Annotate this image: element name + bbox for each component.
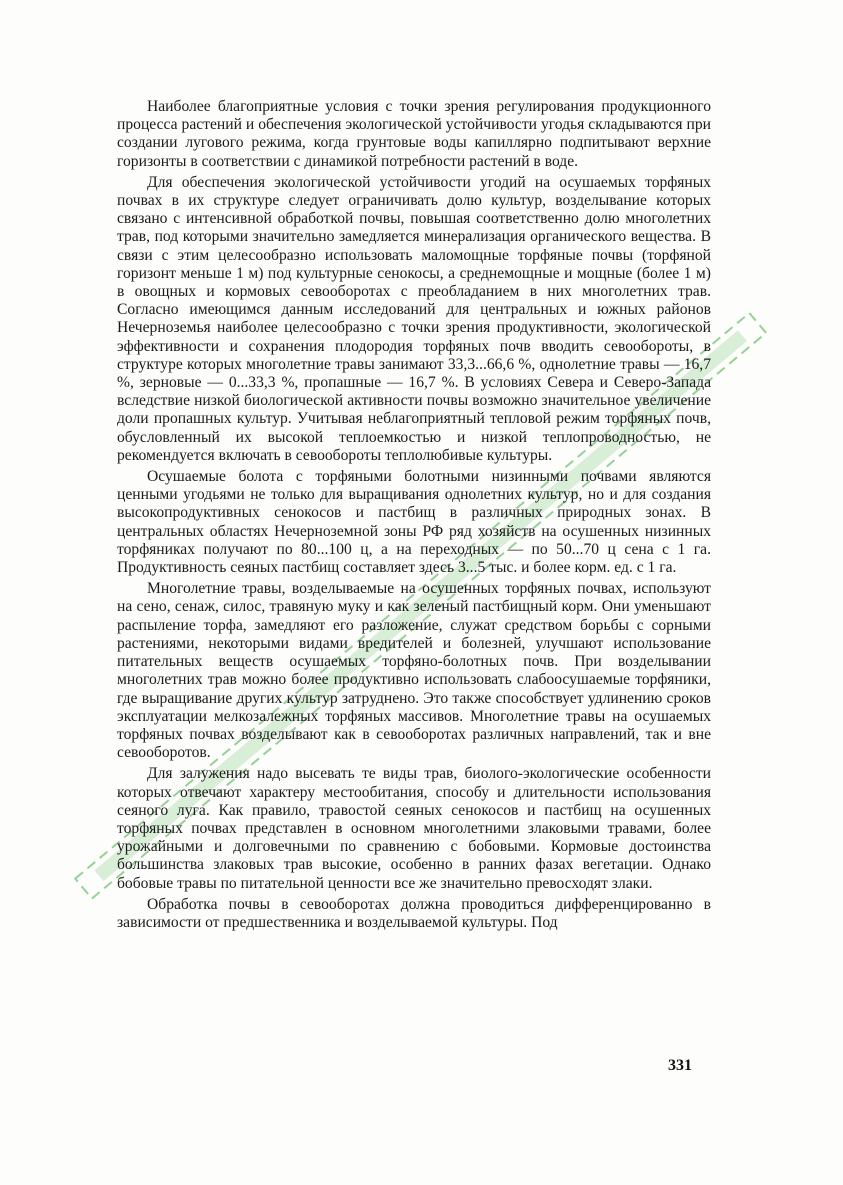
paragraph-4: Многолетние травы, возделываемые на осушенных торфяных почвах, используют на сено, сенаж, силос, травяную муку и как зеленый пастбищный корм. Они уменьшают распыление торфа, замедляют его разложение, служат средством борьбы с сорными растениями, некоторыми видами вредителей и болезней, улучшают использование питательных веществ осушаемых торфяно-болотных почв. При возделывании многолетних трав можно более продуктивно использовать слабоосушаемые торфяники, где выращивание других культур затруднено. Это также способствует удлинению сроков эксплуатации мелкозалежных торфяных массивов. Многолетние травы на осушаемых торфяных почвах возделывают как в севооборотах различных направлений, так и вне севооборотов. <box>117 580 711 762</box>
paragraph-3: Осушаемые болота с торфяными болотными низинными почвами являются ценными угодьями не только для выращивания однолетних культур, но и для создания высокопродуктивных сенокосов и пастбищ в различных природных зонах. В центральных областях Нечерноземной зоны РФ ряд хозяйств на осушенных низинных торфяниках получают по 80...100 ц, а на переходных — по 50...70 ц сена с 1 га. Продуктивность сеяных пастбищ составляет здесь 3...5 тыс. и более корм. ед. с 1 га. <box>117 468 711 577</box>
paragraph-2: Для обеспечения экологической устойчивости угодий на осушаемых торфяных почвах в их структуре следует ограничивать долю культур, возделывание которых связано с интенсивной обработкой почвы, повышая соответственно долю многолетних трав, под которыми значительно замедляется минерализация органического вещества. В связи с этим целесообразно использовать маломощные торфяные почвы (торфяной горизонт меньше 1 м) под культурные сенокосы, а среднемощные и мощные (более 1 м) в овощных и кормовых севооборотах с преобладанием в них многолетних трав. Согласно имеющимся данным исследований для центральных и южных районов Нечерноземья наиболее целесообразно с точки зрения продуктивности, экологической эффективности и сохранения плодородия торфяных почв вводить севообороты, в структуре которых многолетние травы занимают 33,3...66,6 %, однолетние травы — 16,7 %, зерновые — 0...33,3 %, пропашные — 16,7 %. В условиях Севера и Северо-Запада вследствие низкой биологической активности почвы возможно значительное увеличение доли пропашных культур. Учитывая неблагоприятный тепловой режим торфяных почв, обусловленный их высокой теплоемкостью и низкой теплопроводностью, не рекомендуется включать в севообороты теплолюбивые культуры. <box>117 173 711 464</box>
page-number: 331 <box>668 1057 692 1074</box>
paragraph-1: Наиболее благоприятные условия с точки зрения регулирования продукционного процесса растений и обеспечения экологической устойчивости угодья складываются при создании лугового режима, когда грунтовые воды капиллярно подпитывают верхние горизонты в соответствии с динамикой потребности растений в воде. <box>117 98 711 170</box>
body-text <box>117 98 711 935</box>
paragraph-6: Обработка почвы в севооборотах должна проводиться дифференцированно в зависимости от предшественника и возделываемой культуры. Под <box>117 895 711 931</box>
paragraph-5: Для залужения надо высевать те виды трав, биолого-экологические особенности которых отвечают характеру местообитания, способу и длительности использования сеяного луга. Как правило, травостой сеяных сенокосов и пастбищ на осушенных торфяных почвах представлен в основном многолетними злаковыми травами, более урожайными и долговечными по сравнению с бобовыми. Кормовые достоинства большинства злаковых трав высокие, особенно в ранних фазах вегетации. Однако бобовые травы по питательной ценности все же значительно превосходят злаки. <box>117 765 711 892</box>
